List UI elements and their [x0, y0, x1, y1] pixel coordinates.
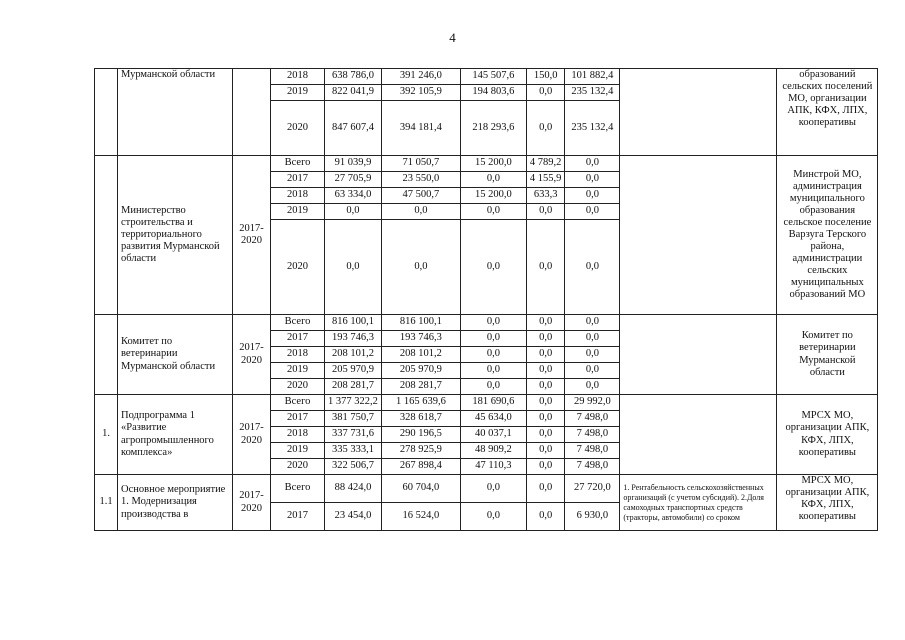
indicators-cell	[620, 156, 777, 315]
federal-budget-cell: 48 909,2	[460, 443, 526, 459]
federal-budget-cell: 47 110,3	[460, 459, 526, 475]
executors-cell: МРСХ МО, организации АПК, КФХ, ЛПХ, кооперативы	[777, 395, 878, 475]
year-cell: 2020	[271, 220, 325, 315]
regional-budget-cell: 278 925,9	[381, 443, 460, 459]
other-funds-cell: 7 498,0	[565, 427, 620, 443]
other-funds-cell: 0,0	[565, 315, 620, 331]
local-budget-cell: 0,0	[526, 315, 565, 331]
total-cell: 208 281,7	[325, 379, 382, 395]
executors-cell: МРСХ МО, организации АПК, КФХ, ЛПХ, кооперативы	[777, 475, 878, 531]
period-cell: 2017-2020	[233, 395, 271, 475]
federal-budget-cell: 40 037,1	[460, 427, 526, 443]
executors-cell: Комитет по ветеринарии Мурманской области	[777, 315, 878, 395]
executors-cell: Минстрой МО, администрация муниципального образования сельское поселение Варзуга Терского района, администрации сельских муниципальных образований МО	[777, 156, 878, 315]
local-budget-cell: 0,0	[526, 459, 565, 475]
regional-budget-cell: 394 181,4	[381, 101, 460, 156]
year-cell: 2019	[271, 443, 325, 459]
total-cell: 335 333,1	[325, 443, 382, 459]
federal-budget-cell: 0,0	[460, 503, 526, 531]
year-cell: 2017	[271, 172, 325, 188]
regional-budget-cell: 47 500,7	[381, 188, 460, 204]
total-cell: 0,0	[325, 220, 382, 315]
year-cell: 2018	[271, 347, 325, 363]
program-table	[94, 68, 878, 531]
executors-cell: образований сельских поселений МО, организации АПК, КФХ, ЛПХ, кооперативы	[777, 69, 878, 156]
row-number	[95, 156, 118, 315]
local-budget-cell: 0,0	[526, 475, 565, 503]
executor-name: Подпрограмма 1 «Развитие агропромышленного комплекса»	[118, 395, 233, 475]
federal-budget-cell: 15 200,0	[460, 188, 526, 204]
period-cell: 2017-2020	[233, 475, 271, 531]
total-cell: 337 731,6	[325, 427, 382, 443]
total-cell: 322 506,7	[325, 459, 382, 475]
year-cell: Всего	[271, 475, 325, 503]
regional-budget-cell: 267 898,4	[381, 459, 460, 475]
total-cell: 0,0	[325, 204, 382, 220]
year-cell: Всего	[271, 395, 325, 411]
regional-budget-cell: 208 281,7	[381, 379, 460, 395]
total-cell: 193 746,3	[325, 331, 382, 347]
federal-budget-cell: 181 690,6	[460, 395, 526, 411]
total-cell: 1 377 322,2	[325, 395, 382, 411]
total-cell: 208 101,2	[325, 347, 382, 363]
regional-budget-cell: 208 101,2	[381, 347, 460, 363]
local-budget-cell: 0,0	[526, 427, 565, 443]
local-budget-cell: 0,0	[526, 347, 565, 363]
federal-budget-cell: 0,0	[460, 331, 526, 347]
other-funds-cell: 0,0	[565, 363, 620, 379]
other-funds-cell: 6 930,0	[565, 503, 620, 531]
year-cell: 2018	[271, 427, 325, 443]
regional-budget-cell: 0,0	[381, 204, 460, 220]
total-cell: 638 786,0	[325, 69, 382, 85]
other-funds-cell: 0,0	[565, 156, 620, 172]
year-cell: 2019	[271, 363, 325, 379]
year-cell: 2020	[271, 379, 325, 395]
other-funds-cell: 101 882,4	[565, 69, 620, 85]
year-cell: 2019	[271, 85, 325, 101]
regional-budget-cell: 290 196,5	[381, 427, 460, 443]
regional-budget-cell: 1 165 639,6	[381, 395, 460, 411]
local-budget-cell: 0,0	[526, 331, 565, 347]
total-cell: 381 750,7	[325, 411, 382, 427]
federal-budget-cell: 15 200,0	[460, 156, 526, 172]
row-number: 1.	[95, 395, 118, 475]
table-row	[95, 315, 878, 331]
local-budget-cell: 0,0	[526, 204, 565, 220]
local-budget-cell: 0,0	[526, 379, 565, 395]
federal-budget-cell: 0,0	[460, 379, 526, 395]
total-cell: 88 424,0	[325, 475, 382, 503]
federal-budget-cell: 0,0	[460, 475, 526, 503]
local-budget-cell: 0,0	[526, 395, 565, 411]
row-number: 1.1	[95, 475, 118, 531]
table-row	[95, 69, 878, 85]
row-number	[95, 315, 118, 395]
executor-name: Комитет по ветеринарии Мурманской области	[118, 315, 233, 395]
other-funds-cell: 0,0	[565, 331, 620, 347]
indicators-cell: 1. Рентабельность сельскохозяйственных организаций (с учетом субсидий). 2.Доля самоходных транспортных средств (тракторы, автомобили) со сроком	[620, 475, 777, 531]
federal-budget-cell: 0,0	[460, 315, 526, 331]
year-cell: 2020	[271, 101, 325, 156]
other-funds-cell: 235 132,4	[565, 101, 620, 156]
other-funds-cell: 29 992,0	[565, 395, 620, 411]
federal-budget-cell: 218 293,6	[460, 101, 526, 156]
other-funds-cell: 0,0	[565, 220, 620, 315]
total-cell: 816 100,1	[325, 315, 382, 331]
local-budget-cell: 4 155,9	[526, 172, 565, 188]
federal-budget-cell: 145 507,6	[460, 69, 526, 85]
period-cell	[233, 69, 271, 156]
regional-budget-cell: 60 704,0	[381, 475, 460, 503]
year-cell: 2020	[271, 459, 325, 475]
federal-budget-cell: 0,0	[460, 172, 526, 188]
other-funds-cell: 0,0	[565, 188, 620, 204]
year-cell: 2019	[271, 204, 325, 220]
regional-budget-cell: 205 970,9	[381, 363, 460, 379]
federal-budget-cell: 0,0	[460, 204, 526, 220]
indicators-cell	[620, 395, 777, 475]
federal-budget-cell: 194 803,6	[460, 85, 526, 101]
total-cell: 822 041,9	[325, 85, 382, 101]
other-funds-cell: 235 132,4	[565, 85, 620, 101]
year-cell: 2017	[271, 503, 325, 531]
other-funds-cell: 0,0	[565, 204, 620, 220]
other-funds-cell: 7 498,0	[565, 411, 620, 427]
year-cell: 2018	[271, 69, 325, 85]
local-budget-cell: 0,0	[526, 101, 565, 156]
total-cell: 23 454,0	[325, 503, 382, 531]
page-number: 4	[449, 30, 456, 45]
local-budget-cell: 150,0	[526, 69, 565, 85]
regional-budget-cell: 16 524,0	[381, 503, 460, 531]
period-cell: 2017-2020	[233, 315, 271, 395]
local-budget-cell: 0,0	[526, 503, 565, 531]
federal-budget-cell: 0,0	[460, 220, 526, 315]
year-cell: Всего	[271, 315, 325, 331]
other-funds-cell: 0,0	[565, 379, 620, 395]
local-budget-cell: 0,0	[526, 85, 565, 101]
table-row	[95, 156, 878, 172]
regional-budget-cell: 193 746,3	[381, 331, 460, 347]
regional-budget-cell: 392 105,9	[381, 85, 460, 101]
year-cell: 2018	[271, 188, 325, 204]
other-funds-cell: 0,0	[565, 172, 620, 188]
local-budget-cell: 0,0	[526, 443, 565, 459]
regional-budget-cell: 71 050,7	[381, 156, 460, 172]
total-cell: 847 607,4	[325, 101, 382, 156]
other-funds-cell: 7 498,0	[565, 459, 620, 475]
regional-budget-cell: 23 550,0	[381, 172, 460, 188]
other-funds-cell: 0,0	[565, 347, 620, 363]
regional-budget-cell: 391 246,0	[381, 69, 460, 85]
local-budget-cell: 0,0	[526, 363, 565, 379]
total-cell: 27 705,9	[325, 172, 382, 188]
total-cell: 63 334,0	[325, 188, 382, 204]
local-budget-cell: 0,0	[526, 220, 565, 315]
regional-budget-cell: 328 618,7	[381, 411, 460, 427]
total-cell: 205 970,9	[325, 363, 382, 379]
regional-budget-cell: 816 100,1	[381, 315, 460, 331]
indicators-cell	[620, 69, 777, 156]
period-cell: 2017-2020	[233, 156, 271, 315]
total-cell: 91 039,9	[325, 156, 382, 172]
table-row	[95, 395, 878, 411]
year-cell: 2017	[271, 331, 325, 347]
federal-budget-cell: 0,0	[460, 347, 526, 363]
local-budget-cell: 4 789,2	[526, 156, 565, 172]
local-budget-cell: 0,0	[526, 411, 565, 427]
executor-name: Мурманской области	[118, 69, 233, 156]
year-cell: Всего	[271, 156, 325, 172]
executor-name: Министерство строительства и территориального развития Мурманской области	[118, 156, 233, 315]
federal-budget-cell: 45 634,0	[460, 411, 526, 427]
other-funds-cell: 7 498,0	[565, 443, 620, 459]
local-budget-cell: 633,3	[526, 188, 565, 204]
executor-name: Основное мероприятие 1. Модернизация производства в	[118, 475, 233, 531]
indicators-cell	[620, 315, 777, 395]
row-number	[95, 69, 118, 156]
year-cell: 2017	[271, 411, 325, 427]
regional-budget-cell: 0,0	[381, 220, 460, 315]
other-funds-cell: 27 720,0	[565, 475, 620, 503]
federal-budget-cell: 0,0	[460, 363, 526, 379]
table-row	[95, 475, 878, 503]
